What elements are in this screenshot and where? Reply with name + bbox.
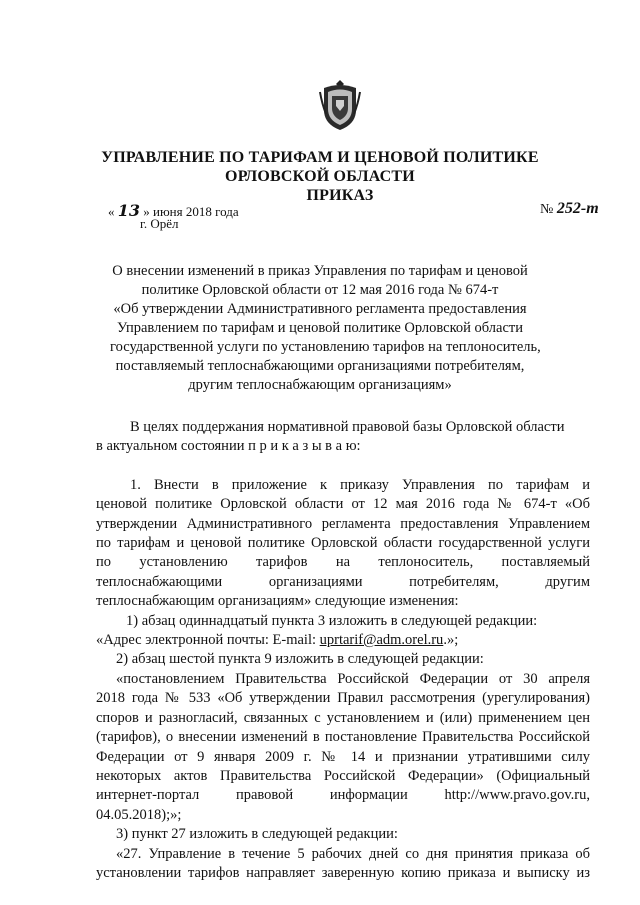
item-2-line: Федерации от 9 января 2009 г. № 14 и признании утратившими силу [96,748,590,765]
item-2-heading: 2) абзац шестой пункта 9 изложить в следующей редакции: [116,651,484,668]
item-1-text [96,631,590,650]
coat-of-arms-icon [318,78,362,132]
subject-line: поставляемый теплоснабжающими организациями потребителям, [115,358,525,374]
document-type: ПРИКАЗ [306,187,374,204]
item-1-heading: 1) абзац одиннадцатый пункта 3 изложить в следующей редакции: [126,612,538,629]
subject-line: другим теплоснабжающим организациям» [188,377,452,393]
item-2-line: некоторых актов Правительства Российской Федерации» (Официальный [96,767,590,784]
item-3-heading: 3) пункт 27 изложить в следующей редакции: [116,826,398,843]
item-2-line: 04.05.2018);»; [96,806,182,823]
paragraph-1-line: утверждении Административного регламента предоставления Управлением [96,515,590,532]
item-3-line: установлении тарифов направляет заверенную копию приказа и выписку из [96,864,590,881]
item-1-text-prefix: «Адрес электронной почты: E-mail: [96,632,320,649]
email-link[interactable]: uprtarif@adm.orel.ru [319,632,444,649]
paragraph-1-line: теплоснабжающим организациям» следующие изменения: [96,593,459,610]
paragraph-1-line: 1. Внести в приложение к приказу Управления по тарифам и [130,476,590,493]
item-2-line: споров и разногласий, связанных с установлением и (или) применением цен [96,709,590,726]
document-number [540,200,599,218]
organization-name-line-1: УПРАВЛЕНИЕ ПО ТАРИФАМ И ЦЕНОВОЙ ПОЛИТИКЕ [101,149,539,166]
subject-line: политике Орловской области от 12 мая 2016 года № 674-т [141,282,499,298]
item-2-line: 2018 года № 533 «Об утверждении Правил рассмотрения (урегулирования) [96,690,590,707]
document-city: г. Орёл [140,216,179,231]
document-subject [110,262,541,395]
item-3-line: «27. Управление в течение 5 рабочих дней со дня принятия приказа об [116,845,590,862]
item-2-line: «постановлением Правительства Российской Федерации от 30 апреля [116,670,590,687]
paragraph-1-line: теплоснабжающими организациями потребителям, другим [96,573,590,590]
number-prefix: № [540,202,554,217]
subject-line: государственной услуги по установлению тарифов на теплоноситель, [110,339,541,355]
document-body [96,418,590,883]
organization-name-line-2: ОРЛОВСКОЙ ОБЛАСТИ [225,168,415,185]
date-day-handwritten: 13 [117,201,141,220]
date-month-year: » июня 2018 года [143,204,239,219]
subject-line: Управлением по тарифам и ценовой политике Орловской области [117,320,523,336]
item-1-text-suffix: .»; [443,632,459,649]
paragraph-1-line: по установлению тарифов на теплоноситель, поставляемый [96,554,590,571]
intro-line: В целях поддержания нормативной правовой базы Орловской области [130,419,565,435]
item-2-line: (тарифов), о внесении изменений в постановление Правительства Российской [96,729,590,746]
intro-line: в актуальном состоянии п р и к а з ы в а ю: [96,438,361,455]
paragraph-1-line: ценовой политике Орловской области от 12 мая 2016 года № 674-т «Об [96,496,590,513]
subject-line: О внесении изменений в приказ Управления по тарифам и ценовой [112,263,528,279]
spacer [96,457,590,476]
number-handwritten: 252-т [556,200,599,217]
date-open-quote: « [108,204,115,219]
paragraph-1-line: по тарифам и ценовой политике Орловской области государственной услуги [96,535,590,552]
item-2-line: интернет-портал правовой информации http://www.pravo.gov.ru, [96,787,590,804]
subject-line: «Об утверждении Административного регламента предоставления [113,301,527,317]
